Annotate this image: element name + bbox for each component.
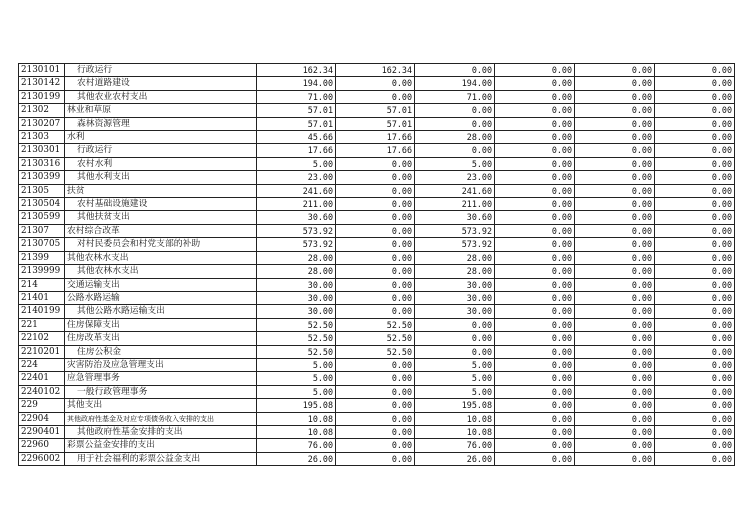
table-row xyxy=(19,77,735,90)
amount-cell: 0.00 xyxy=(495,144,575,157)
amount-cell: 241.60 xyxy=(415,184,495,197)
table-row xyxy=(19,171,735,184)
amount-cell: 0.00 xyxy=(336,399,415,412)
subject-code-cell: 2130599 xyxy=(19,211,65,224)
subject-code-cell: 2130207 xyxy=(19,117,65,130)
amount-cell: 0.00 xyxy=(415,332,495,345)
amount-cell: 0.00 xyxy=(336,238,415,251)
amount-cell: 0.00 xyxy=(336,372,415,385)
amount-cell: 0.00 xyxy=(495,372,575,385)
amount-cell: 0.00 xyxy=(655,171,735,184)
amount-cell: 5.00 xyxy=(415,157,495,170)
amount-cell: 0.00 xyxy=(495,332,575,345)
table-row xyxy=(19,439,735,452)
amount-cell: 0.00 xyxy=(655,332,735,345)
amount-cell: 5.00 xyxy=(257,372,336,385)
amount-cell: 0.00 xyxy=(575,251,655,264)
amount-cell: 30.00 xyxy=(415,278,495,291)
amount-cell: 0.00 xyxy=(655,184,735,197)
amount-cell: 0.00 xyxy=(495,157,575,170)
subject-name-cell: 应急管理事务 xyxy=(65,372,257,385)
amount-cell: 0.00 xyxy=(575,399,655,412)
amount-cell: 0.00 xyxy=(655,117,735,130)
amount-cell: 57.01 xyxy=(257,117,336,130)
subject-name-cell: 行政运行 xyxy=(65,144,257,157)
amount-cell: 0.00 xyxy=(495,184,575,197)
amount-cell: 0.00 xyxy=(495,305,575,318)
subject-name-cell: 住房公积金 xyxy=(65,345,257,358)
amount-cell: 5.00 xyxy=(257,385,336,398)
amount-cell: 0.00 xyxy=(655,358,735,371)
amount-cell: 76.00 xyxy=(415,439,495,452)
amount-cell: 10.08 xyxy=(257,425,336,438)
table-row xyxy=(19,452,735,465)
subject-code-cell: 2130316 xyxy=(19,157,65,170)
amount-cell: 0.00 xyxy=(655,452,735,465)
budget-table xyxy=(18,63,735,466)
amount-cell: 0.00 xyxy=(495,198,575,211)
subject-name-cell: 其他农业农村支出 xyxy=(65,90,257,103)
amount-cell: 30.00 xyxy=(257,305,336,318)
amount-cell: 0.00 xyxy=(336,305,415,318)
amount-cell: 0.00 xyxy=(336,184,415,197)
subject-name-cell: 用于社会福利的彩票公益金支出 xyxy=(65,452,257,465)
amount-cell: 0.00 xyxy=(495,452,575,465)
amount-cell: 0.00 xyxy=(655,211,735,224)
subject-code-cell: 2139999 xyxy=(19,265,65,278)
subject-name-cell: 农村水利 xyxy=(65,157,257,170)
amount-cell: 26.00 xyxy=(415,452,495,465)
subject-code-cell: 2240102 xyxy=(19,385,65,398)
subject-code-cell: 22904 xyxy=(19,412,65,425)
subject-code-cell: 22401 xyxy=(19,372,65,385)
amount-cell: 0.00 xyxy=(495,64,575,77)
amount-cell: 0.00 xyxy=(495,412,575,425)
subject-name-cell: 其他扶贫支出 xyxy=(65,211,257,224)
table-row xyxy=(19,144,735,157)
amount-cell: 0.00 xyxy=(495,104,575,117)
amount-cell: 0.00 xyxy=(575,452,655,465)
amount-cell: 195.08 xyxy=(415,399,495,412)
amount-cell: 211.00 xyxy=(257,198,336,211)
amount-cell: 0.00 xyxy=(575,305,655,318)
amount-cell: 0.00 xyxy=(336,278,415,291)
amount-cell: 30.00 xyxy=(415,305,495,318)
table-row xyxy=(19,399,735,412)
subject-name-cell: 水利 xyxy=(65,131,257,144)
amount-cell: 0.00 xyxy=(655,251,735,264)
subject-code-cell: 2130399 xyxy=(19,171,65,184)
subject-code-cell: 21303 xyxy=(19,131,65,144)
amount-cell: 0.00 xyxy=(655,278,735,291)
amount-cell: 0.00 xyxy=(575,104,655,117)
amount-cell: 0.00 xyxy=(336,171,415,184)
table-row xyxy=(19,198,735,211)
subject-name-cell: 其他农林水支出 xyxy=(65,265,257,278)
subject-code-cell: 2296002 xyxy=(19,452,65,465)
amount-cell: 52.50 xyxy=(336,345,415,358)
subject-name-cell: 林业和草原 xyxy=(65,104,257,117)
amount-cell: 52.50 xyxy=(257,332,336,345)
subject-name-cell: 农村综合改革 xyxy=(65,224,257,237)
subject-name-cell: 交通运输支出 xyxy=(65,278,257,291)
subject-name-cell: 其他支出 xyxy=(65,399,257,412)
amount-cell: 0.00 xyxy=(575,131,655,144)
amount-cell: 52.50 xyxy=(257,318,336,331)
amount-cell: 0.00 xyxy=(575,238,655,251)
amount-cell: 0.00 xyxy=(575,77,655,90)
subject-name-cell: 其他水利支出 xyxy=(65,171,257,184)
amount-cell: 0.00 xyxy=(336,358,415,371)
amount-cell: 0.00 xyxy=(495,278,575,291)
amount-cell: 0.00 xyxy=(495,385,575,398)
amount-cell: 30.60 xyxy=(257,211,336,224)
amount-cell: 28.00 xyxy=(415,265,495,278)
amount-cell: 0.00 xyxy=(655,238,735,251)
amount-cell: 0.00 xyxy=(575,265,655,278)
subject-code-cell: 21399 xyxy=(19,251,65,264)
table-row xyxy=(19,305,735,318)
amount-cell: 0.00 xyxy=(655,265,735,278)
table-row xyxy=(19,238,735,251)
subject-code-cell: 21302 xyxy=(19,104,65,117)
amount-cell: 0.00 xyxy=(495,238,575,251)
amount-cell: 17.66 xyxy=(336,144,415,157)
amount-cell: 162.34 xyxy=(336,64,415,77)
amount-cell: 0.00 xyxy=(575,332,655,345)
amount-cell: 71.00 xyxy=(257,90,336,103)
subject-name-cell: 其他政府性基金及对应专项债务收入安排的支出 xyxy=(65,412,257,425)
subject-code-cell: 2130705 xyxy=(19,238,65,251)
amount-cell: 0.00 xyxy=(575,171,655,184)
table-row xyxy=(19,291,735,304)
amount-cell: 23.00 xyxy=(257,171,336,184)
amount-cell: 0.00 xyxy=(655,305,735,318)
amount-cell: 0.00 xyxy=(415,345,495,358)
amount-cell: 0.00 xyxy=(655,144,735,157)
amount-cell: 573.92 xyxy=(257,224,336,237)
amount-cell: 0.00 xyxy=(336,265,415,278)
amount-cell: 0.00 xyxy=(575,425,655,438)
amount-cell: 0.00 xyxy=(575,278,655,291)
table-row xyxy=(19,278,735,291)
amount-cell: 0.00 xyxy=(336,77,415,90)
table-row xyxy=(19,358,735,371)
subject-name-cell: 其他公路水路运输支出 xyxy=(65,305,257,318)
amount-cell: 0.00 xyxy=(415,318,495,331)
amount-cell: 76.00 xyxy=(257,439,336,452)
amount-cell: 0.00 xyxy=(575,372,655,385)
amount-cell: 0.00 xyxy=(575,117,655,130)
amount-cell: 5.00 xyxy=(415,372,495,385)
subject-name-cell: 住房改革支出 xyxy=(65,332,257,345)
amount-cell: 0.00 xyxy=(415,117,495,130)
amount-cell: 28.00 xyxy=(415,131,495,144)
table-row xyxy=(19,211,735,224)
subject-code-cell: 22102 xyxy=(19,332,65,345)
subject-code-cell: 2130301 xyxy=(19,144,65,157)
amount-cell: 5.00 xyxy=(415,385,495,398)
subject-name-cell: 农村道路建设 xyxy=(65,77,257,90)
amount-cell: 0.00 xyxy=(655,104,735,117)
amount-cell: 0.00 xyxy=(495,117,575,130)
subject-code-cell: 2130504 xyxy=(19,198,65,211)
amount-cell: 0.00 xyxy=(655,90,735,103)
subject-code-cell: 22960 xyxy=(19,439,65,452)
amount-cell: 57.01 xyxy=(336,104,415,117)
amount-cell: 0.00 xyxy=(336,439,415,452)
table-row xyxy=(19,372,735,385)
amount-cell: 0.00 xyxy=(336,198,415,211)
amount-cell: 52.50 xyxy=(257,345,336,358)
amount-cell: 0.00 xyxy=(415,64,495,77)
amount-cell: 26.00 xyxy=(257,452,336,465)
amount-cell: 71.00 xyxy=(415,90,495,103)
subject-name-cell: 灾害防治及应急管理支出 xyxy=(65,358,257,371)
table-row xyxy=(19,184,735,197)
amount-cell: 28.00 xyxy=(257,251,336,264)
amount-cell: 10.08 xyxy=(415,412,495,425)
amount-cell: 195.08 xyxy=(257,399,336,412)
amount-cell: 45.66 xyxy=(257,131,336,144)
subject-code-cell: 21401 xyxy=(19,291,65,304)
amount-cell: 5.00 xyxy=(257,157,336,170)
amount-cell: 0.00 xyxy=(495,251,575,264)
subject-name-cell: 一般行政管理事务 xyxy=(65,385,257,398)
amount-cell: 0.00 xyxy=(336,251,415,264)
table-row xyxy=(19,90,735,103)
amount-cell: 30.00 xyxy=(257,291,336,304)
subject-name-cell: 行政运行 xyxy=(65,64,257,77)
amount-cell: 0.00 xyxy=(655,345,735,358)
amount-cell: 211.00 xyxy=(415,198,495,211)
amount-cell: 0.00 xyxy=(655,412,735,425)
table-row xyxy=(19,412,735,425)
subject-code-cell: 224 xyxy=(19,358,65,371)
amount-cell: 0.00 xyxy=(415,104,495,117)
amount-cell: 0.00 xyxy=(495,291,575,304)
table-row xyxy=(19,385,735,398)
amount-cell: 0.00 xyxy=(655,157,735,170)
amount-cell: 52.50 xyxy=(336,332,415,345)
table-row xyxy=(19,117,735,130)
amount-cell: 0.00 xyxy=(336,90,415,103)
subject-code-cell: 2130101 xyxy=(19,64,65,77)
subject-code-cell: 21307 xyxy=(19,224,65,237)
amount-cell: 0.00 xyxy=(336,211,415,224)
amount-cell: 0.00 xyxy=(495,265,575,278)
subject-code-cell: 2140199 xyxy=(19,305,65,318)
amount-cell: 10.08 xyxy=(257,412,336,425)
amount-cell: 162.34 xyxy=(257,64,336,77)
amount-cell: 194.00 xyxy=(257,77,336,90)
amount-cell: 0.00 xyxy=(655,399,735,412)
table-row xyxy=(19,265,735,278)
amount-cell: 0.00 xyxy=(655,77,735,90)
amount-cell: 0.00 xyxy=(655,372,735,385)
amount-cell: 194.00 xyxy=(415,77,495,90)
amount-cell: 30.00 xyxy=(415,291,495,304)
table-row xyxy=(19,332,735,345)
amount-cell: 17.66 xyxy=(336,131,415,144)
amount-cell: 0.00 xyxy=(575,198,655,211)
amount-cell: 573.92 xyxy=(257,238,336,251)
subject-name-cell: 公路水路运输 xyxy=(65,291,257,304)
subject-name-cell: 对村民委员会和村党支部的补助 xyxy=(65,238,257,251)
subject-name-cell: 农村基础设施建设 xyxy=(65,198,257,211)
subject-name-cell: 其他政府性基金安排的支出 xyxy=(65,425,257,438)
amount-cell: 0.00 xyxy=(575,184,655,197)
table-row xyxy=(19,251,735,264)
amount-cell: 57.01 xyxy=(257,104,336,117)
amount-cell: 17.66 xyxy=(257,144,336,157)
subject-code-cell: 229 xyxy=(19,399,65,412)
table-row xyxy=(19,157,735,170)
amount-cell: 573.92 xyxy=(415,224,495,237)
amount-cell: 0.00 xyxy=(495,171,575,184)
amount-cell: 0.00 xyxy=(495,77,575,90)
subject-code-cell: 221 xyxy=(19,318,65,331)
amount-cell: 0.00 xyxy=(336,291,415,304)
amount-cell: 0.00 xyxy=(336,224,415,237)
amount-cell: 0.00 xyxy=(336,425,415,438)
table-row xyxy=(19,131,735,144)
subject-code-cell: 2130142 xyxy=(19,77,65,90)
amount-cell: 0.00 xyxy=(655,224,735,237)
amount-cell: 0.00 xyxy=(336,452,415,465)
table-row xyxy=(19,345,735,358)
subject-code-cell: 2290401 xyxy=(19,425,65,438)
amount-cell: 0.00 xyxy=(655,131,735,144)
amount-cell: 0.00 xyxy=(495,131,575,144)
amount-cell: 5.00 xyxy=(257,358,336,371)
amount-cell: 0.00 xyxy=(655,198,735,211)
amount-cell: 0.00 xyxy=(575,439,655,452)
budget-table-sheet xyxy=(18,63,734,466)
subject-code-cell: 21305 xyxy=(19,184,65,197)
amount-cell: 0.00 xyxy=(495,358,575,371)
subject-name-cell: 扶贫 xyxy=(65,184,257,197)
amount-cell: 5.00 xyxy=(415,358,495,371)
amount-cell: 0.00 xyxy=(575,64,655,77)
subject-code-cell: 2210201 xyxy=(19,345,65,358)
amount-cell: 0.00 xyxy=(575,345,655,358)
amount-cell: 0.00 xyxy=(495,345,575,358)
amount-cell: 30.60 xyxy=(415,211,495,224)
amount-cell: 28.00 xyxy=(257,265,336,278)
amount-cell: 0.00 xyxy=(575,385,655,398)
amount-cell: 573.92 xyxy=(415,238,495,251)
amount-cell: 0.00 xyxy=(575,90,655,103)
table-row xyxy=(19,224,735,237)
amount-cell: 0.00 xyxy=(336,412,415,425)
amount-cell: 0.00 xyxy=(575,358,655,371)
table-row xyxy=(19,425,735,438)
subject-code-cell: 2130199 xyxy=(19,90,65,103)
table-row xyxy=(19,64,735,77)
subject-name-cell: 住房保障支出 xyxy=(65,318,257,331)
amount-cell: 0.00 xyxy=(575,224,655,237)
amount-cell: 0.00 xyxy=(495,211,575,224)
amount-cell: 0.00 xyxy=(655,318,735,331)
amount-cell: 0.00 xyxy=(655,385,735,398)
amount-cell: 241.60 xyxy=(257,184,336,197)
amount-cell: 0.00 xyxy=(575,211,655,224)
amount-cell: 0.00 xyxy=(575,412,655,425)
amount-cell: 28.00 xyxy=(415,251,495,264)
amount-cell: 0.00 xyxy=(575,291,655,304)
amount-cell: 0.00 xyxy=(655,291,735,304)
amount-cell: 0.00 xyxy=(575,144,655,157)
subject-name-cell: 其他农林水支出 xyxy=(65,251,257,264)
table-row xyxy=(19,104,735,117)
amount-cell: 0.00 xyxy=(336,385,415,398)
amount-cell: 0.00 xyxy=(655,439,735,452)
amount-cell: 0.00 xyxy=(415,144,495,157)
amount-cell: 0.00 xyxy=(495,224,575,237)
amount-cell: 30.00 xyxy=(257,278,336,291)
amount-cell: 0.00 xyxy=(575,318,655,331)
subject-name-cell: 森林资源管理 xyxy=(65,117,257,130)
amount-cell: 0.00 xyxy=(495,399,575,412)
amount-cell: 10.08 xyxy=(415,425,495,438)
amount-cell: 0.00 xyxy=(495,90,575,103)
table-body xyxy=(19,64,735,466)
amount-cell: 0.00 xyxy=(655,425,735,438)
subject-code-cell: 214 xyxy=(19,278,65,291)
table-row xyxy=(19,318,735,331)
amount-cell: 0.00 xyxy=(495,439,575,452)
amount-cell: 0.00 xyxy=(655,64,735,77)
amount-cell: 57.01 xyxy=(336,117,415,130)
amount-cell: 0.00 xyxy=(495,425,575,438)
amount-cell: 52.50 xyxy=(336,318,415,331)
amount-cell: 0.00 xyxy=(575,157,655,170)
amount-cell: 23.00 xyxy=(415,171,495,184)
amount-cell: 0.00 xyxy=(495,318,575,331)
amount-cell: 0.00 xyxy=(336,157,415,170)
subject-name-cell: 彩票公益金安排的支出 xyxy=(65,439,257,452)
